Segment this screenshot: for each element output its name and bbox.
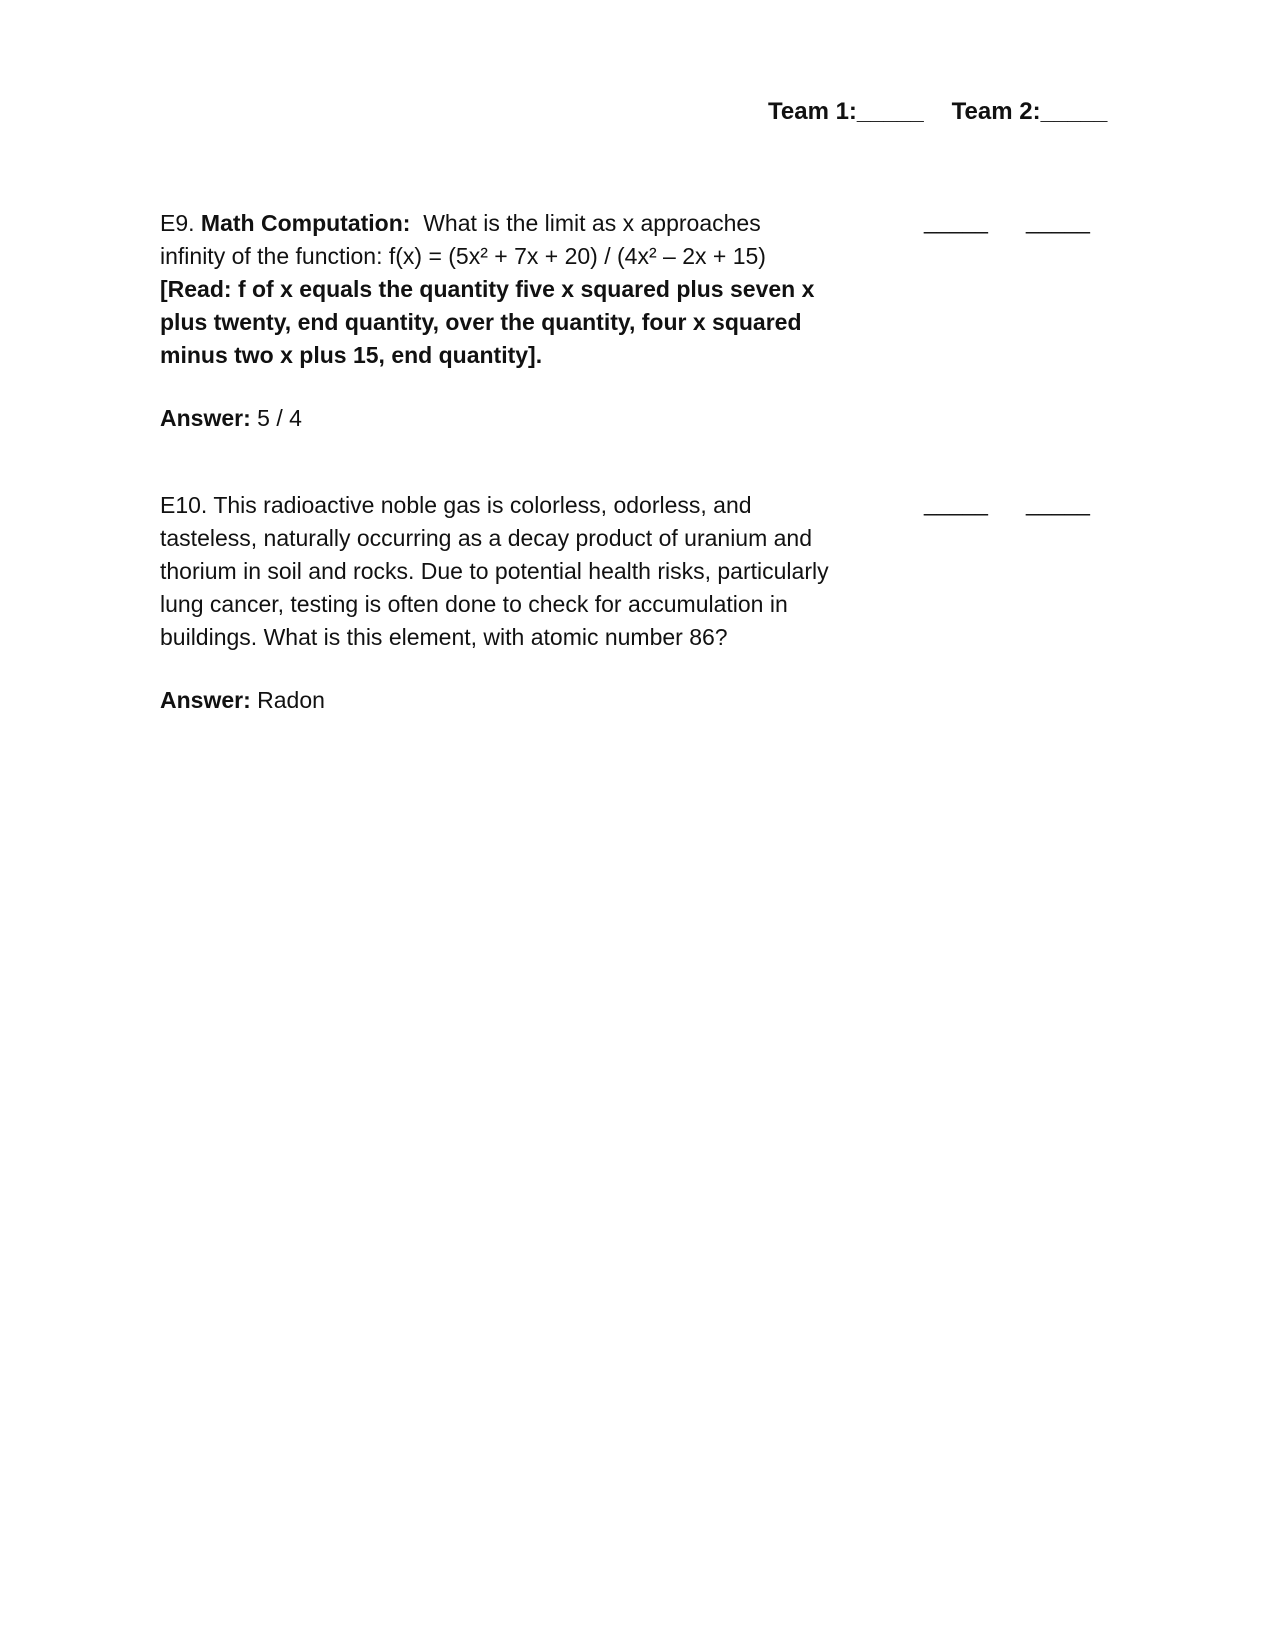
question-number: E10. [160, 492, 208, 518]
team2-score-blank: _____ [1025, 208, 1090, 234]
answer-value: 5 / 4 [257, 405, 302, 431]
answer-label: Answer: [160, 405, 251, 431]
score-blanks-e10 [924, 492, 1090, 515]
question-e10 [160, 489, 830, 717]
team2-score-blank: _____ [1025, 490, 1090, 516]
answer-label: Answer: [160, 687, 251, 713]
team-score-header [768, 100, 1107, 124]
question-category: Math Computation: [200, 210, 411, 236]
team1-label: Team 1:_____ [768, 98, 924, 125]
answer-line [160, 402, 830, 435]
team1-score-blank: _____ [924, 490, 988, 516]
question-text: What is the limit as x approaches infinity of the function: f(x) = (5x² + 7x + 20) / (4x² – 2x + 15) [160, 210, 766, 269]
answer-value: Radon [257, 687, 325, 713]
question-body [160, 489, 830, 654]
read-note: [Read: f of x equals the quantity five x squared plus seven x plus twenty, end quantity, over the quantity, four x squared minus two x plus 15, end quantity]. [160, 276, 815, 368]
answer-line [160, 684, 830, 717]
team2-label: Team 2:_____ [951, 98, 1108, 125]
question-body [160, 207, 830, 372]
team1-score-blank: _____ [924, 208, 988, 234]
question-text: This radioactive noble gas is colorless, odorless, and tasteless, naturally occurring as a decay product of uranium and thorium in soil and rocks. Due to potential health risks, particularly lung cancer, testing is often done to check for accumulation in buildings. What is this element, with atomic number 86? [160, 492, 829, 650]
question-number: E9. [160, 210, 195, 236]
score-blanks-e9 [924, 210, 1090, 233]
question-e9 [160, 207, 830, 435]
